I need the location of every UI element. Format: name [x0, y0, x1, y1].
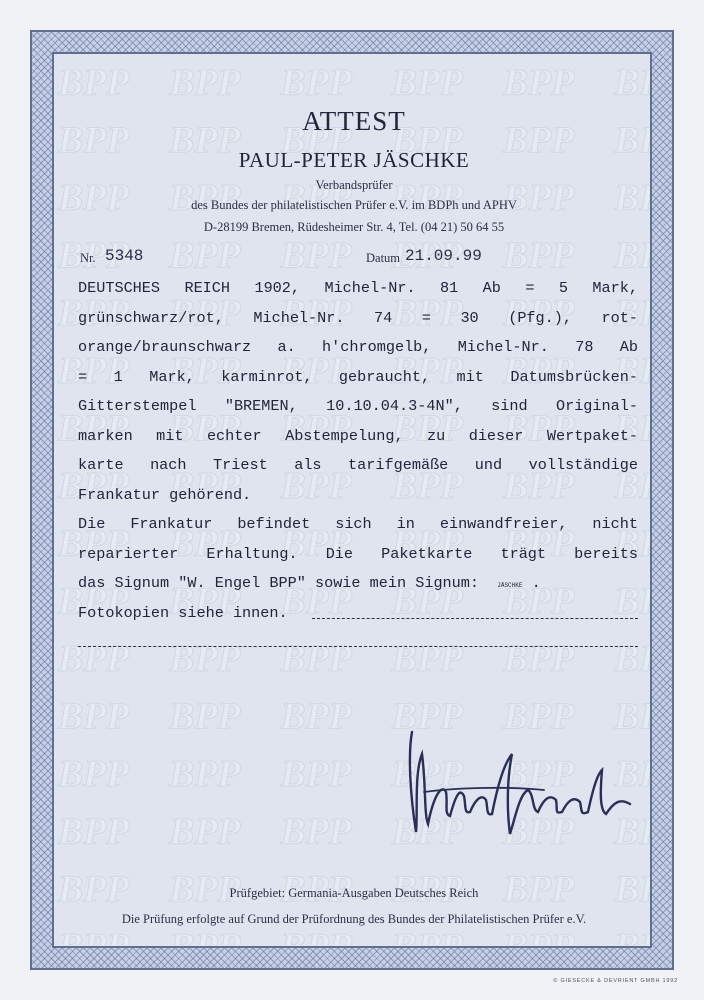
body-line: Die Frankatur befindet sich in einwandfreier, nicht	[78, 515, 638, 533]
signum-line	[78, 569, 638, 599]
body-line: DEUTSCHES REICH 1902, Michel-Nr. 81 Ab = 5 Mark,	[78, 279, 638, 297]
number-label: Nr.	[80, 251, 96, 265]
photocopy-line	[78, 599, 638, 629]
certificate-date: 21.09.99	[405, 247, 482, 265]
body-line: Frankatur gehörend.	[78, 485, 252, 504]
examiner-role: Verbandsprüfer	[315, 178, 393, 192]
signum-mark: JÄSCHKE	[497, 582, 523, 589]
certificate-body	[78, 274, 638, 628]
examination-area: Prüfgebiet: Germania-Ausgaben Deutsches Reich	[229, 886, 479, 900]
examiner-address: D-28199 Bremen, Rüdesheimer Str. 4, Tel. (04 21) 50 64 55	[203, 220, 505, 234]
date-label: Datum	[366, 251, 401, 265]
fill-dash-line	[312, 618, 638, 619]
handwritten-signature	[394, 714, 644, 864]
body-line: marken mit echter Abstempelung, zu dieser Wertpaket-	[78, 426, 638, 445]
body-line: grünschwarz/rot, Michel-Nr. 74 = 30 (Pfg.), rot-	[78, 308, 638, 327]
body-line: das Signum "W. Engel BPP" sowie mein Signum:	[78, 574, 480, 592]
examiner-name: PAUL-PETER JÄSCHKE	[238, 148, 470, 172]
fill-dash-line	[78, 646, 638, 647]
printer-imprint: © GIESECKE & DEVRIENT GMBH 1992	[553, 978, 678, 984]
body-line: Gitterstempel "BREMEN, 10.10.04.3-4N", sind Original-	[78, 397, 638, 415]
examination-disclaimer: Die Prüfung erfolgte auf Grund der Prüfordnung des Bundes der Philatelistischen Prüfer e.V.	[121, 912, 587, 926]
certificate-panel	[52, 52, 652, 948]
certificate-number: 5348	[105, 247, 144, 265]
body-line: = 1 Mark, karminrot, gebraucht, mit Datumsbrücken-	[78, 367, 638, 386]
body-line: orange/braunschwarz a. h'chromgelb, Michel-Nr. 78 Ab	[78, 338, 638, 356]
signum-end: .	[531, 574, 541, 592]
examiner-association: des Bundes der philatelistischen Prüfer e.V. im BDPh und APHV	[191, 198, 517, 212]
body-line: karte nach Triest als tarifgemäße und vollständige	[78, 456, 638, 474]
photocopy-note: Fotokopien siehe innen.	[78, 603, 288, 622]
certificate-title: ATTEST	[302, 106, 406, 136]
reference-line	[80, 247, 640, 269]
body-line: reparierter Erhaltung. Die Paketkarte trägt bereits	[78, 544, 638, 563]
